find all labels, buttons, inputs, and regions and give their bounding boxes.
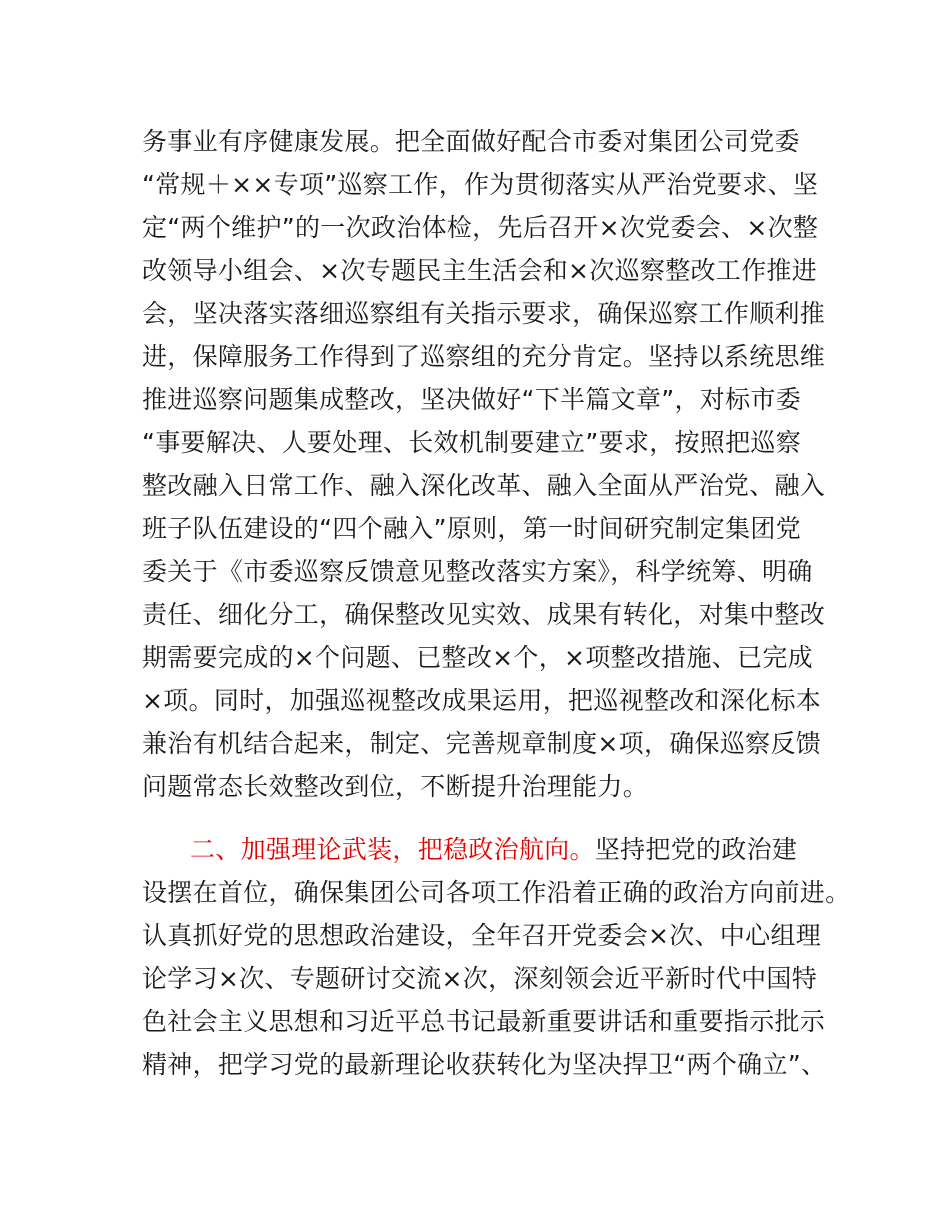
text-run: 坚持把党的政治建: [594, 835, 798, 864]
text-line: 委关于《市委巡察反馈意见整改落实方案》，科学统筹、明确: [142, 557, 813, 586]
text-line: 问题常态长效整改到位，不断提升治理能力。: [142, 772, 649, 801]
text-line: 务事业有序健康发展。把全面做好配合市委对集团公司党委: [142, 127, 800, 156]
text-line: 定“两个维护”的一次政治体检，先后召开×次党委会、×次整: [142, 213, 819, 242]
text-line: 兼治有机结合起来，制定、完善规章制度×项，确保巡察反馈: [142, 729, 822, 758]
paragraph-first-line: [190, 835, 797, 865]
text-line: 设摆在首位，确保集团公司各项工作沿着正确的政治方向前进。: [142, 878, 851, 907]
text-line: 进，保障服务工作得到了巡察组的充分肯定。坚持以系统思维: [142, 342, 826, 371]
text-line: 改领导小组会、×次专题民主生活会和×次巡察整改工作推进: [142, 256, 817, 285]
text-line: 责任、细化分工，确保整改见实效、成果有转化，对集中整改: [142, 600, 826, 629]
text-line: 精神，把学习党的最新理论收获转化为坚决捍卫“两个确立”、: [142, 1050, 827, 1079]
text-line: 会，坚决落实落细巡察组有关指示要求，确保巡察工作顺利推: [142, 299, 826, 328]
text-line: 班子队伍建设的“四个融入”原则，第一时间研究制定集团党: [142, 514, 802, 543]
text-line: “事要解决、人要处理、长效机制要建立”要求，按照把巡察: [142, 428, 802, 457]
text-line: 色社会主义思想和习近平总书记最新重要讲话和重要指示批示: [142, 1007, 826, 1036]
section-heading: 二、加强理论武装，把稳政治航向。: [190, 835, 595, 864]
text-line: “常规＋××专项”巡察工作，作为贯彻落实从严治党要求、坚: [142, 170, 819, 199]
text-line: 期需要完成的×个问题、已整改×个，×项整改措施、已完成: [142, 643, 813, 672]
text-line: ×项。同时，加强巡视整改成果运用，把巡视整改和深化标本: [142, 686, 822, 715]
text-line: 论学习×次、专题研讨交流×次，深刻领会近平新时代中国特: [142, 964, 817, 993]
text-line: 整改融入日常工作、融入深化改革、融入全面从严治党、融入: [142, 471, 826, 500]
text-line: 推进巡察问题集成整改，坚决做好“下半篇文章”，对标市委: [142, 385, 802, 414]
text-line: 认真抓好党的思想政治建设，全年召开党委会×次、中心组理: [142, 921, 822, 950]
